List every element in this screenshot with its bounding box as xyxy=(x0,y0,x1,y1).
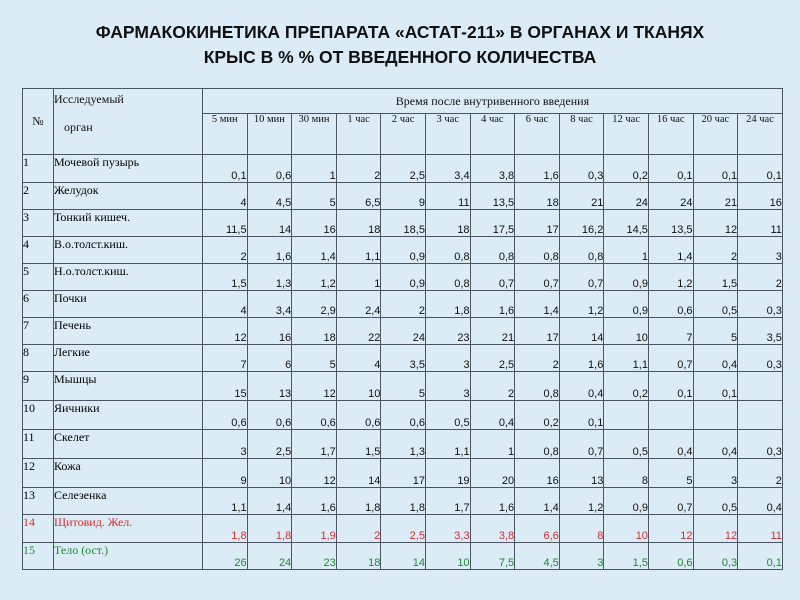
value-cell xyxy=(738,372,783,401)
time-column-header: 6 час xyxy=(515,114,560,155)
row-number: 1 xyxy=(23,155,54,183)
table-row xyxy=(23,372,783,401)
value-cell: 1,5 xyxy=(203,264,248,291)
row-number: 4 xyxy=(23,237,54,264)
value-cell: 10 xyxy=(604,318,649,345)
value-cell: 1,8 xyxy=(247,515,292,543)
value-cell: 3,5 xyxy=(381,345,426,372)
value-cell xyxy=(738,401,783,430)
value-cell: 2,5 xyxy=(470,345,515,372)
value-cell: 2 xyxy=(336,515,381,543)
time-column-header: 2 час xyxy=(381,114,426,155)
value-cell: 2,5 xyxy=(381,155,426,183)
value-cell: 0,6 xyxy=(247,155,292,183)
value-cell: 14 xyxy=(381,543,426,570)
organ-name: Н.о.толст.киш. xyxy=(54,264,203,291)
value-cell: 16 xyxy=(292,210,337,237)
value-cell: 3,5 xyxy=(738,318,783,345)
value-cell: 13 xyxy=(247,372,292,401)
value-cell: 8 xyxy=(559,515,604,543)
value-cell: 0,7 xyxy=(648,488,693,515)
value-cell: 1 xyxy=(470,430,515,459)
table-body xyxy=(23,155,783,570)
time-column-header: 8 час xyxy=(559,114,604,155)
value-cell: 1,8 xyxy=(425,291,470,318)
table-row xyxy=(23,515,783,543)
organ-name: Тело (ост.) xyxy=(54,543,203,570)
value-cell: 0,8 xyxy=(515,430,560,459)
value-cell: 2 xyxy=(738,459,783,488)
value-cell: 0,7 xyxy=(470,264,515,291)
value-cell: 0,6 xyxy=(203,401,248,430)
value-cell xyxy=(693,401,738,430)
value-cell: 3,4 xyxy=(425,155,470,183)
header-organ xyxy=(54,89,203,155)
time-column-header: 30 мин xyxy=(292,114,337,155)
organ-name: Печень xyxy=(54,318,203,345)
row-number: 6 xyxy=(23,291,54,318)
value-cell: 4 xyxy=(203,183,248,210)
time-column-header: 12 час xyxy=(604,114,649,155)
value-cell: 0,9 xyxy=(381,264,426,291)
value-cell: 0,1 xyxy=(738,543,783,570)
value-cell: 21 xyxy=(693,183,738,210)
value-cell: 10 xyxy=(247,459,292,488)
value-cell: 1,2 xyxy=(559,488,604,515)
row-number: 2 xyxy=(23,183,54,210)
value-cell: 1,2 xyxy=(559,291,604,318)
value-cell: 8 xyxy=(604,459,649,488)
value-cell: 0,4 xyxy=(559,372,604,401)
value-cell: 1,6 xyxy=(515,155,560,183)
value-cell: 22 xyxy=(336,318,381,345)
value-cell: 12 xyxy=(203,318,248,345)
time-column-header: 1 час xyxy=(336,114,381,155)
value-cell: 1 xyxy=(604,237,649,264)
table-row xyxy=(23,345,783,372)
value-cell: 1,8 xyxy=(203,515,248,543)
value-cell: 17 xyxy=(381,459,426,488)
organ-name: Селезенка xyxy=(54,488,203,515)
row-number: 11 xyxy=(23,430,54,459)
value-cell: 0,1 xyxy=(648,372,693,401)
value-cell: 16 xyxy=(738,183,783,210)
value-cell: 4 xyxy=(203,291,248,318)
table-row xyxy=(23,401,783,430)
time-column-header: 4 час xyxy=(470,114,515,155)
value-cell: 0,1 xyxy=(648,155,693,183)
value-cell: 12 xyxy=(693,515,738,543)
value-cell: 1 xyxy=(336,264,381,291)
value-cell: 1,6 xyxy=(470,291,515,318)
value-cell: 3 xyxy=(738,237,783,264)
value-cell: 15 xyxy=(203,372,248,401)
value-cell: 10 xyxy=(425,543,470,570)
value-cell: 0,1 xyxy=(693,155,738,183)
value-cell: 10 xyxy=(336,372,381,401)
value-cell: 0,1 xyxy=(203,155,248,183)
value-cell: 1,6 xyxy=(247,237,292,264)
value-cell: 0,9 xyxy=(604,264,649,291)
value-cell: 1,6 xyxy=(292,488,337,515)
time-column-header: 10 мин xyxy=(247,114,292,155)
value-cell: 0,5 xyxy=(693,488,738,515)
value-cell: 1,5 xyxy=(693,264,738,291)
value-cell: 2,5 xyxy=(381,515,426,543)
value-cell: 18,5 xyxy=(381,210,426,237)
value-cell: 24 xyxy=(604,183,649,210)
row-number: 7 xyxy=(23,318,54,345)
value-cell: 0,7 xyxy=(559,264,604,291)
value-cell: 0,7 xyxy=(515,264,560,291)
value-cell: 2,4 xyxy=(336,291,381,318)
value-cell: 0,1 xyxy=(693,372,738,401)
value-cell: 0,8 xyxy=(515,237,560,264)
value-cell: 0,2 xyxy=(515,401,560,430)
value-cell: 1,2 xyxy=(648,264,693,291)
value-cell: 1,4 xyxy=(292,237,337,264)
value-cell: 2 xyxy=(515,345,560,372)
value-cell: 11 xyxy=(738,210,783,237)
value-cell: 0,9 xyxy=(604,488,649,515)
organ-name: Яичники xyxy=(54,401,203,430)
header-organ-line-1: Исследуемый xyxy=(54,92,124,106)
value-cell: 1,7 xyxy=(425,488,470,515)
value-cell: 0,5 xyxy=(425,401,470,430)
value-cell: 12 xyxy=(292,459,337,488)
title-line-1: ФАРМАКОКИНЕТИКА ПРЕПАРАТА «АСТАТ-211» В ОРГАНАХ И ТКАНЯХ xyxy=(95,22,705,42)
value-cell: 6,6 xyxy=(515,515,560,543)
value-cell: 3,3 xyxy=(425,515,470,543)
value-cell: 1,9 xyxy=(292,515,337,543)
value-cell: 24 xyxy=(381,318,426,345)
value-cell: 3 xyxy=(693,459,738,488)
value-cell: 0,6 xyxy=(648,291,693,318)
value-cell: 12 xyxy=(648,515,693,543)
value-cell: 0,8 xyxy=(559,237,604,264)
value-cell: 10 xyxy=(604,515,649,543)
title-line-2: КРЫС В % % ОТ ВВЕДЕННОГО КОЛИЧЕСТВА xyxy=(203,47,597,67)
value-cell: 7,5 xyxy=(470,543,515,570)
organ-name: Мышцы xyxy=(54,372,203,401)
organ-name: Скелет xyxy=(54,430,203,459)
value-cell: 0,3 xyxy=(559,155,604,183)
value-cell: 2 xyxy=(381,291,426,318)
value-cell: 5 xyxy=(381,372,426,401)
value-cell: 0,2 xyxy=(604,155,649,183)
value-cell: 18 xyxy=(336,210,381,237)
value-cell: 3,8 xyxy=(470,515,515,543)
row-number: 8 xyxy=(23,345,54,372)
header-organ-line-2: орган xyxy=(64,120,93,134)
value-cell: 0,8 xyxy=(425,264,470,291)
value-cell: 0,1 xyxy=(738,155,783,183)
header-number: № xyxy=(23,89,54,155)
table-row xyxy=(23,264,783,291)
value-cell: 14,5 xyxy=(604,210,649,237)
value-cell: 6,5 xyxy=(336,183,381,210)
value-cell: 1,4 xyxy=(515,488,560,515)
time-column-header: 16 час xyxy=(648,114,693,155)
organ-name: В.о.толст.киш. xyxy=(54,237,203,264)
value-cell: 1,1 xyxy=(336,237,381,264)
value-cell: 0,4 xyxy=(693,430,738,459)
time-column-header: 5 мин xyxy=(203,114,248,155)
value-cell: 26 xyxy=(203,543,248,570)
table-row xyxy=(23,430,783,459)
row-number: 5 xyxy=(23,264,54,291)
value-cell: 0,3 xyxy=(738,291,783,318)
value-cell: 0,3 xyxy=(693,543,738,570)
table-row xyxy=(23,210,783,237)
value-cell: 19 xyxy=(425,459,470,488)
value-cell: 1,3 xyxy=(247,264,292,291)
value-cell: 1,6 xyxy=(470,488,515,515)
value-cell: 0,6 xyxy=(648,543,693,570)
value-cell: 16 xyxy=(515,459,560,488)
page-title xyxy=(0,20,800,70)
value-cell: 3 xyxy=(559,543,604,570)
value-cell: 23 xyxy=(292,543,337,570)
value-cell: 5 xyxy=(292,183,337,210)
time-column-header: 20 час xyxy=(693,114,738,155)
value-cell: 9 xyxy=(381,183,426,210)
value-cell: 18 xyxy=(515,183,560,210)
value-cell: 0,2 xyxy=(604,372,649,401)
value-cell: 0,6 xyxy=(247,401,292,430)
table-row xyxy=(23,318,783,345)
value-cell: 2,9 xyxy=(292,291,337,318)
organ-name: Щитовид. Жел. xyxy=(54,515,203,543)
row-number: 13 xyxy=(23,488,54,515)
value-cell: 3 xyxy=(425,372,470,401)
time-column-header: 24 час xyxy=(738,114,783,155)
table-row xyxy=(23,459,783,488)
value-cell: 24 xyxy=(648,183,693,210)
value-cell: 5 xyxy=(648,459,693,488)
value-cell: 0,8 xyxy=(515,372,560,401)
value-cell: 1,4 xyxy=(247,488,292,515)
value-cell: 16,2 xyxy=(559,210,604,237)
value-cell: 3,4 xyxy=(247,291,292,318)
value-cell: 1,3 xyxy=(381,430,426,459)
pharmacokinetics-table xyxy=(22,88,783,570)
value-cell: 1,5 xyxy=(336,430,381,459)
value-cell: 23 xyxy=(425,318,470,345)
value-cell: 2 xyxy=(336,155,381,183)
value-cell: 1,2 xyxy=(292,264,337,291)
time-column-header: 3 час xyxy=(425,114,470,155)
row-number: 3 xyxy=(23,210,54,237)
organ-name: Легкие xyxy=(54,345,203,372)
value-cell: 13,5 xyxy=(470,183,515,210)
value-cell: 0,4 xyxy=(693,345,738,372)
value-cell: 0,4 xyxy=(470,401,515,430)
value-cell: 17 xyxy=(515,210,560,237)
value-cell: 11,5 xyxy=(203,210,248,237)
row-number: 9 xyxy=(23,372,54,401)
row-number: 15 xyxy=(23,543,54,570)
value-cell: 4 xyxy=(336,345,381,372)
value-cell: 1,8 xyxy=(381,488,426,515)
value-cell: 0,6 xyxy=(336,401,381,430)
value-cell: 0,5 xyxy=(604,430,649,459)
value-cell: 13,5 xyxy=(648,210,693,237)
value-cell: 4,5 xyxy=(515,543,560,570)
value-cell: 11 xyxy=(425,183,470,210)
value-cell: 7 xyxy=(203,345,248,372)
table-row xyxy=(23,237,783,264)
value-cell: 0,7 xyxy=(648,345,693,372)
value-cell: 0,6 xyxy=(381,401,426,430)
value-cell: 6 xyxy=(247,345,292,372)
table-row xyxy=(23,543,783,570)
value-cell: 14 xyxy=(247,210,292,237)
value-cell: 17,5 xyxy=(470,210,515,237)
value-cell: 7 xyxy=(648,318,693,345)
value-cell: 1,1 xyxy=(425,430,470,459)
value-cell: 12 xyxy=(292,372,337,401)
value-cell: 0,4 xyxy=(738,488,783,515)
value-cell: 21 xyxy=(559,183,604,210)
organ-name: Почки xyxy=(54,291,203,318)
value-cell: 1,8 xyxy=(336,488,381,515)
value-cell: 1,5 xyxy=(604,543,649,570)
value-cell: 20 xyxy=(470,459,515,488)
value-cell: 1,7 xyxy=(292,430,337,459)
organ-name: Кожа xyxy=(54,459,203,488)
value-cell: 12 xyxy=(693,210,738,237)
value-cell: 14 xyxy=(336,459,381,488)
value-cell: 0,3 xyxy=(738,345,783,372)
value-cell: 0,5 xyxy=(693,291,738,318)
value-cell: 2 xyxy=(203,237,248,264)
organ-name: Желудок xyxy=(54,183,203,210)
value-cell: 18 xyxy=(336,543,381,570)
value-cell: 14 xyxy=(559,318,604,345)
value-cell: 18 xyxy=(292,318,337,345)
value-cell: 3,8 xyxy=(470,155,515,183)
value-cell: 5 xyxy=(693,318,738,345)
value-cell: 11 xyxy=(738,515,783,543)
value-cell: 5 xyxy=(292,345,337,372)
table-row xyxy=(23,155,783,183)
value-cell: 21 xyxy=(470,318,515,345)
row-number: 10 xyxy=(23,401,54,430)
value-cell xyxy=(648,401,693,430)
value-cell: 0,4 xyxy=(648,430,693,459)
organ-name: Мочевой пузырь xyxy=(54,155,203,183)
value-cell: 4,5 xyxy=(247,183,292,210)
value-cell: 3 xyxy=(425,345,470,372)
organ-name: Тонкий кишеч. xyxy=(54,210,203,237)
row-number: 12 xyxy=(23,459,54,488)
value-cell: 3 xyxy=(203,430,248,459)
value-cell: 1,1 xyxy=(604,345,649,372)
header-row-1 xyxy=(23,89,783,114)
value-cell: 2 xyxy=(738,264,783,291)
value-cell: 2 xyxy=(693,237,738,264)
value-cell: 1,6 xyxy=(559,345,604,372)
value-cell: 0,9 xyxy=(604,291,649,318)
value-cell: 0,8 xyxy=(470,237,515,264)
table-row xyxy=(23,488,783,515)
value-cell: 0,6 xyxy=(292,401,337,430)
value-cell: 24 xyxy=(247,543,292,570)
value-cell: 1,1 xyxy=(203,488,248,515)
value-cell: 18 xyxy=(425,210,470,237)
value-cell: 1 xyxy=(292,155,337,183)
value-cell: 16 xyxy=(247,318,292,345)
value-cell: 0,1 xyxy=(559,401,604,430)
value-cell: 0,9 xyxy=(381,237,426,264)
value-cell: 0,8 xyxy=(425,237,470,264)
value-cell: 13 xyxy=(559,459,604,488)
header-time: Время после внутривенного введения xyxy=(203,89,783,114)
value-cell: 2 xyxy=(470,372,515,401)
row-number: 14 xyxy=(23,515,54,543)
value-cell: 0,3 xyxy=(738,430,783,459)
value-cell: 9 xyxy=(203,459,248,488)
value-cell: 2,5 xyxy=(247,430,292,459)
table-row xyxy=(23,183,783,210)
table-row xyxy=(23,291,783,318)
value-cell: 17 xyxy=(515,318,560,345)
value-cell xyxy=(604,401,649,430)
value-cell: 0,7 xyxy=(559,430,604,459)
value-cell: 1,4 xyxy=(648,237,693,264)
value-cell: 1,4 xyxy=(515,291,560,318)
